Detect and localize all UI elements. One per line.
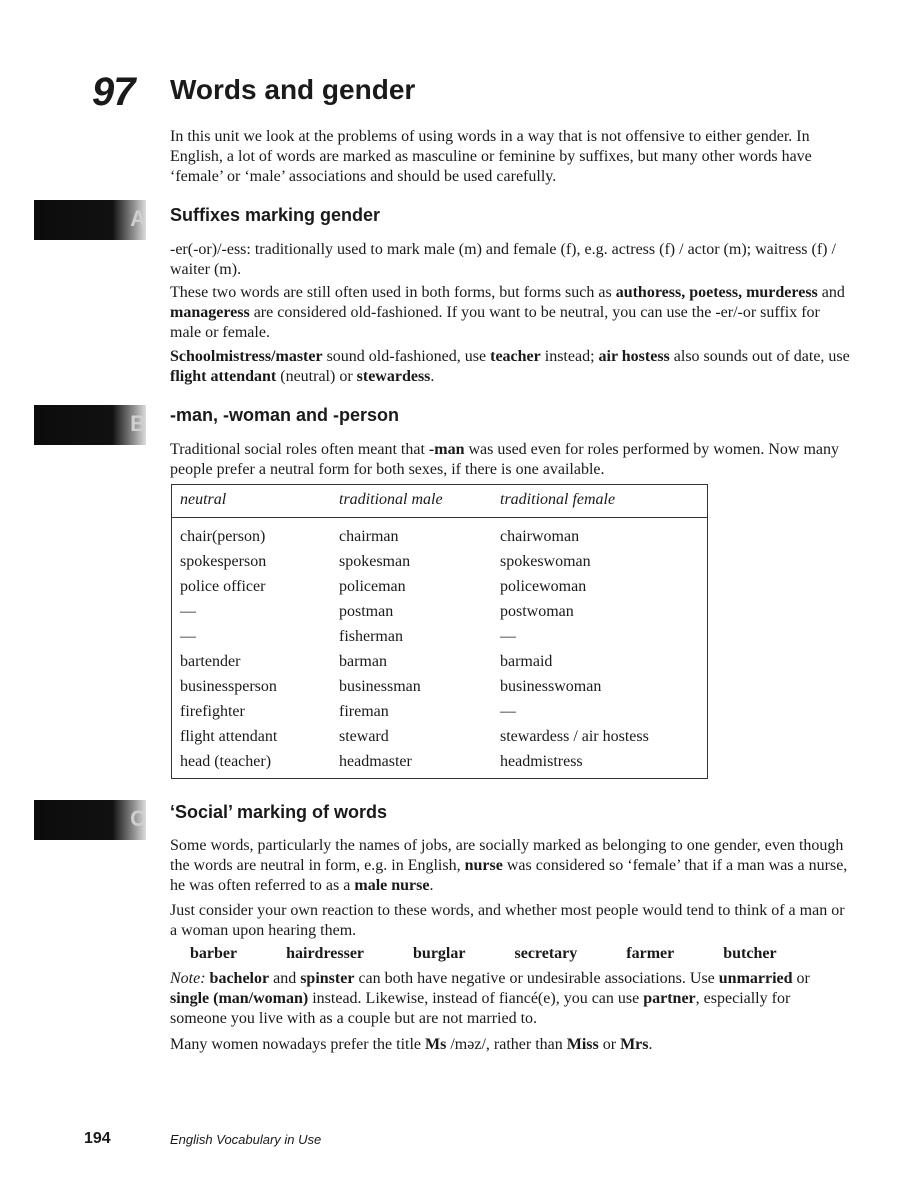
section-a-paragraph-3: Schoolmistress/master sound old-fashioned, use teacher instead; air hostess also sounds out of date, use flight attendant (neutral) or stewardess. [170,348,850,385]
table-cell: steward [339,727,389,745]
section-c-heading: ‘Social’ marking of words [170,802,388,822]
table-cell: flight attendant [180,727,278,745]
table-cell: head (teacher) [180,752,272,770]
table-cell: barman [339,652,387,670]
table-cell: businessperson [180,677,277,695]
table-cell: bartender [180,652,241,670]
word-list [190,945,822,963]
word-item: secretary [514,945,578,962]
table-row [172,649,708,674]
table-cell: postwoman [500,602,574,620]
word-item: burglar [413,945,466,962]
table-header-cell: neutral [172,485,332,518]
table-row [172,624,708,649]
table-cell: chairwoman [500,527,580,545]
table-row [172,574,708,599]
gender-words-table [171,484,708,779]
section-c-letter: C [130,806,146,831]
table-row [172,699,708,724]
intro-paragraph: In this unit we look at the problems of using words in a way that is not offensive to either gender. In English, a lot of words are marked as masculine or feminine by suffixes, but many other words have ‘female’ or ‘male’ associations and should be used carefully. [170,128,812,185]
table-cell: — [500,702,516,720]
book-title: English Vocabulary in Use [170,1132,322,1147]
table-cell: stewardess / air hostess [500,727,649,745]
section-c-paragraph-2: Just consider your own reaction to these words, and whether most people would tend to think of a man or a woman upon hearing them. [170,902,845,939]
section-a-heading: Suffixes marking gender [170,205,381,225]
table-cell: spokesman [339,552,411,570]
section-c-paragraph-1: Some words, particularly the names of jobs, are socially marked as belonging to one gender, even though the words are neutral in form, e.g. in English, nurse was considered so ‘female’ that if a man was a nurse, he was often referred to as a male nurse. [170,837,848,894]
unit-number: 97 [92,70,135,114]
table-row [172,674,708,699]
table-cell: spokesperson [180,552,267,570]
page-number: 194 [84,1130,111,1147]
table-cell: fireman [339,702,389,720]
section-c-note: Note: bachelor and spinster can both have negative or undesirable associations. Use unmarried or single (man/woman) instead. Likewise, instead of fiancé(e), you can use partner, especially for someone you live with as a couple but are not married to. [170,970,810,1027]
table-header-cell: traditional male [331,485,492,518]
table-cell: chair(person) [180,527,266,545]
table-header-cell: traditional female [492,485,708,518]
table-row [172,599,708,624]
table-cell: firefighter [180,702,245,720]
section-b-marker [34,405,146,445]
table-header-row [172,485,708,518]
section-b-letter: B [130,411,146,436]
section-a-letter: A [130,206,146,231]
section-a-paragraph-2: These two words are still often used in both forms, but forms such as authoress, poetess, murderess and manageress are considered old-fashioned. If you want to be neutral, you can use the -er/-or suffix for male or female. [170,284,845,341]
table-cell: — [500,627,516,645]
section-b-paragraph-1: Traditional social roles often meant that -man was used even for roles performed by women. Now many people prefer a neutral form for both sexes, if there is one available. [170,441,840,478]
table-row [172,549,708,574]
table-cell: postman [339,602,394,620]
section-b-heading: -man, -woman and -person [170,405,400,425]
table-cell: — [180,602,196,620]
word-item: hairdresser [286,945,365,962]
table-cell: fisherman [339,627,403,645]
table-row [172,749,708,779]
table-cell: headmistress [500,752,583,770]
table-cell: chairman [339,527,399,545]
table-row [172,518,708,550]
table-cell: barmaid [500,652,553,670]
section-a-marker [34,200,146,240]
table-cell: policewoman [500,577,587,595]
table-cell: policeman [339,577,406,595]
table-row [172,724,708,749]
table-cell: headmaster [339,752,412,770]
table-cell: — [180,627,196,645]
table-cell: police officer [180,577,266,595]
word-item: butcher [723,945,777,962]
section-c-marker [34,800,146,840]
section-a-paragraph-1: -er(-or)/-ess: traditionally used to mark male (m) and female (f), e.g. actress (f) / actor (m); waitress (f) / waiter (m). [170,241,836,278]
section-c-last-paragraph: Many women nowadays prefer the title Ms /məz/, rather than Miss or Mrs. [170,1036,653,1053]
word-item: farmer [626,945,675,962]
table-cell: businessman [339,677,421,695]
table-cell: businesswoman [500,677,602,695]
table-cell: spokeswoman [500,552,591,570]
unit-title: Words and gender [170,74,416,105]
word-item: barber [190,945,238,962]
